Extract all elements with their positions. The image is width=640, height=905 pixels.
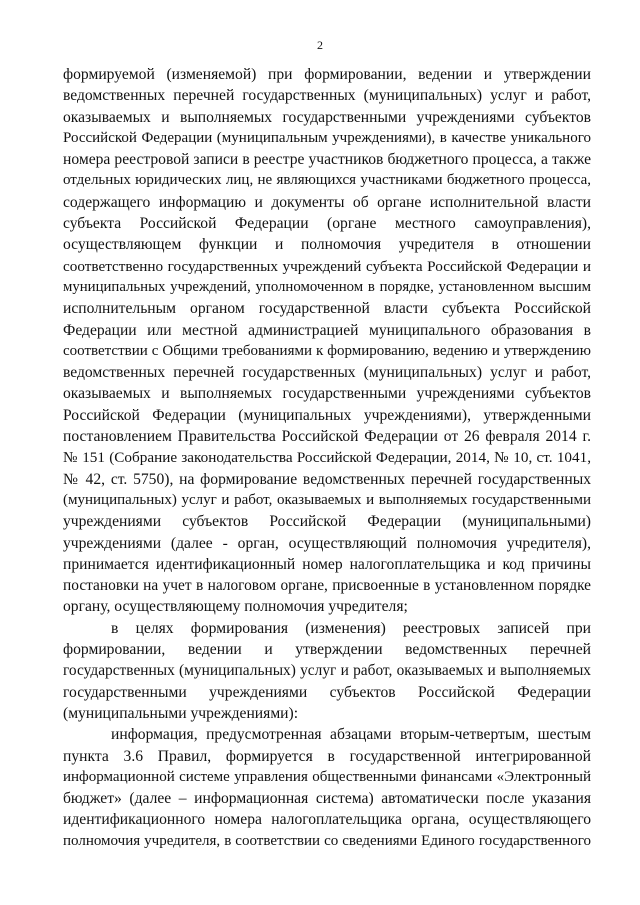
page-number: 2 [317,38,323,52]
text-line: (муниципальными учреждениями): [63,704,299,722]
text-line: Федерации или местной администрацией муниципального образования в [63,321,591,339]
text-line: субъекта Российской Федерации (органе местного самоуправления), [63,215,591,233]
text-line: номера реестровой записи в реестре участников бюджетного процесса, а также [63,151,591,169]
text-line: (муниципальных) услуг и работ, оказываемых и выполняемых государственными [63,491,591,508]
text-line: информационной системе управления общественными финансами «Электронный [63,768,591,785]
text-line: соответствии с Общими требованиями к формированию, ведению и утверждению [63,342,591,359]
text-line: формировании, ведении и утверждении ведомственных перечней [63,641,591,659]
text-line: пункта 3.6 Правил, формируется в государственной интегрированной [63,747,591,765]
text-line: формируемой (изменяемой) при формировании, ведении и утверждении [63,66,591,83]
text-line: постановлением Правительства Российской Федерации от 26 февраля 2014 г. [63,428,591,446]
text-line: принимается идентификационный номер налогоплательщика и код причины [63,555,591,573]
text-line: информация, предусмотренная абзацами вторым-четвертым, шестым [111,726,591,744]
text-line: Российской Федерации (муниципальным учреждениями), в качестве уникального [63,129,591,146]
text-line: ведомственных перечней государственных (муниципальных) услуг и работ, [63,364,591,382]
text-line: оказываемых и выполняемых государственными учреждениями субъектов [63,108,591,126]
document-body [63,64,591,852]
text-line: оказываемых и выполняемых государственными учреждениями субъектов [63,385,591,403]
text-line: идентификационного номера налогоплательщика органа, осуществляющего [63,811,591,829]
text-line: отдельных юридических лиц, не являющихся участниками бюджетного процесса, [63,172,591,189]
text-line: № 42, ст. 5750), на формирование ведомственных перечней государственных [63,470,591,488]
text-line: соответственно государственных учреждений субъекта Российской Федерации и [63,257,591,275]
text-line: № 151 (Собрание законодательства Российской Федерации, 2014, № 10, ст. 1041, [63,449,591,467]
text-line: полномочия учредителя, в соответствии со сведениями Единого государственного [63,832,591,849]
text-line: осуществляющем функции и полномочия учредителя в отношении [63,236,591,254]
text-line: учреждениями субъектов Российской Федерации (муниципальными) [63,513,591,531]
text-line: органу, осуществляющему полномочия учредителя; [63,598,408,616]
text-line: в целях формирования (изменения) реестровых записей при [111,619,591,637]
text-line: исполнительным органом государственной власти субъекта Российской [63,300,591,318]
text-line: учреждениями (далее - орган, осуществляющий полномочия учредителя), [63,534,591,552]
text-line: государственными учреждениями субъектов Российской Федерации [63,683,591,701]
text-line: государственных (муниципальных) услуг и работ, оказываемых и выполняемых [63,662,591,680]
text-line: ведомственных перечней государственных (муниципальных) услуг и работ, [63,87,591,105]
text-line: Российской Федерации (муниципальных учреждениями), утвержденными [63,406,591,424]
text-line: содержащего информацию и документы об органе исполнительной власти [63,193,591,211]
text-line: бюджет» (далее – информационная система) автоматически после указания [63,790,591,808]
text-line: постановки на учет в налоговом органе, присвоенные в установленном порядке [63,577,591,595]
text-line: муниципальных учреждений, уполномоченном в порядке, установленном высшим [63,278,591,295]
